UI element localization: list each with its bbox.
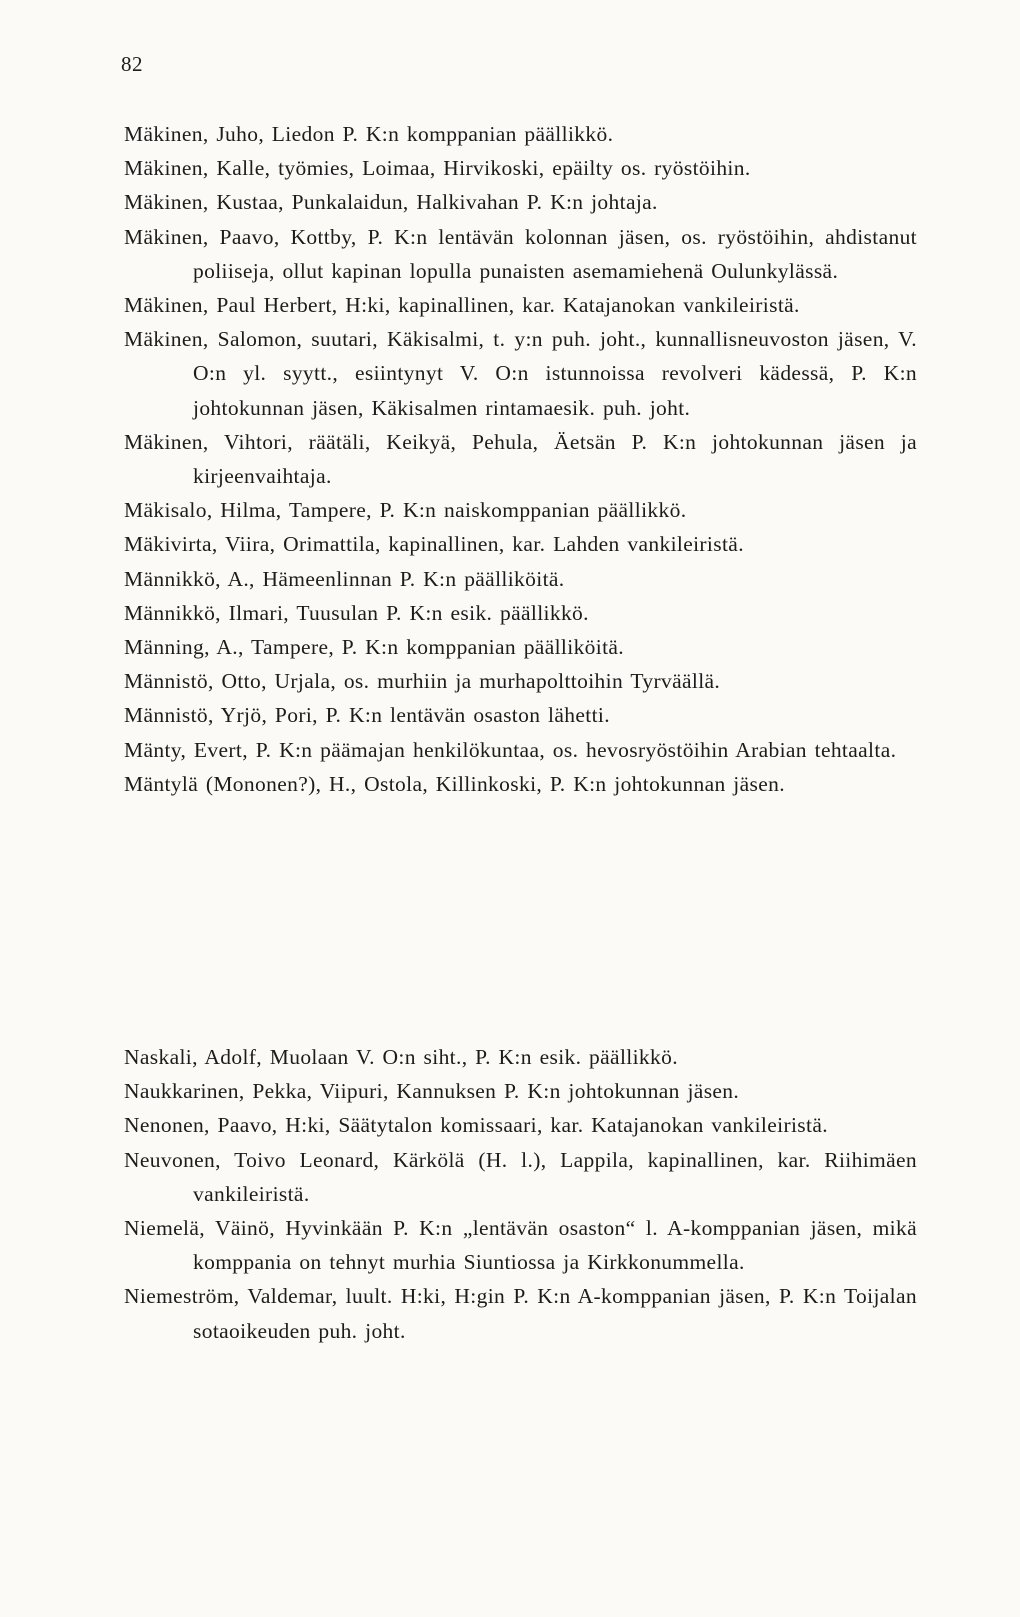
entry: Männistö, Otto, Urjala, os. murhiin ja murhapolttoihin Tyrväällä. [124, 669, 721, 694]
entry: Mäkinen, Juho, Liedon P. K:n komppanian päällikkö. [124, 122, 614, 146]
entry: Mäkinen, Salomon, suutari, Käkisalmi, t. y:n puh. joht., kunnallisneuvoston jäsen, V. O:n yl. syytt., esiintynyt V. O:n istunnoissa revolveri kädessä, P. K:n johtokunnan jäsen, Käkisalmen rintamaesik. puh. joht. [124, 327, 917, 420]
page-number: 82 [121, 52, 143, 76]
entry: Naskali, Adolf, Muolaan V. O:n siht., P. K:n esik. päällikkö. [124, 1045, 678, 1069]
entry: Mäkinen, Kalle, työmies, Loimaa, Hirvikoski, epäilty os. ryöstöihin. [124, 156, 751, 181]
entry: Niemeström, Valdemar, luult. H:ki, H:gin P. K:n A-komppanian jäsen, P. K:n Toijalan sotaoikeuden puh. joht. [124, 1284, 917, 1343]
entry-list-n [124, 1040, 917, 1348]
entry: Mäkinen, Kustaa, Punkalaidun, Halkivahan P. K:n johtaja. [124, 190, 658, 215]
entry: Mäntylä (Mononen?), H., Ostola, Killinkoski, P. K:n johtokunnan jäsen. [124, 771, 785, 796]
entry: Mäkisalo, Hilma, Tampere, P. K:n naiskomppanian päällikkö. [124, 498, 687, 523]
entry: Nenonen, Paavo, H:ki, Säätytalon komissaari, kar. Katajanokan vankileiristä. [124, 1113, 828, 1138]
entry: Männistö, Yrjö, Pori, P. K:n lentävän osaston lähetti. [124, 703, 610, 728]
entry: Männing, A., Tampere, P. K:n komppanian päälliköitä. [124, 635, 625, 660]
entry: Mäkivirta, Viira, Orimattila, kapinallinen, kar. Lahden vankileiristä. [124, 532, 744, 557]
entry: Mäkinen, Paavo, Kottby, P. K:n lentävän kolonnan jäsen, os. ryöstöihin, ahdistanut poliiseja, ollut kapinan lopulla punaisten asemamiehenä Oulunkylässä. [124, 224, 917, 283]
entry: Niemelä, Väinö, Hyvinkään P. K:n „lentävän osaston“ l. A-komppanian jäsen, mikä komppania on tehnyt murhia Siuntiossa ja Kirkkonummella. [124, 1216, 917, 1275]
entry: Mäkinen, Paul Herbert, H:ki, kapinallinen, kar. Katajanokan vankileiristä. [124, 293, 800, 318]
entry: Neuvonen, Toivo Leonard, Kärkölä (H. l.), Lappila, kapinallinen, kar. Riihimäen vankileiristä. [124, 1147, 917, 1206]
entry: Männikkö, A., Hämeenlinnan P. K:n päälliköitä. [124, 566, 565, 591]
entry: Mäkinen, Vihtori, räätäli, Keikyä, Pehula, Äetsän P. K:n johtokunnan jäsen ja kirjeenvaihtaja. [124, 429, 917, 489]
entry: Naukkarinen, Pekka, Viipuri, Kannuksen P. K:n johtokunnan jäsen. [124, 1079, 740, 1104]
entry-list-m [124, 117, 917, 801]
entry: Mänty, Evert, P. K:n päämajan henkilökuntaa, os. hevosryöstöihin Arabian tehtaalta. [124, 737, 897, 762]
entry: Männikkö, Ilmari, Tuusulan P. K:n esik. päällikkö. [124, 600, 589, 625]
